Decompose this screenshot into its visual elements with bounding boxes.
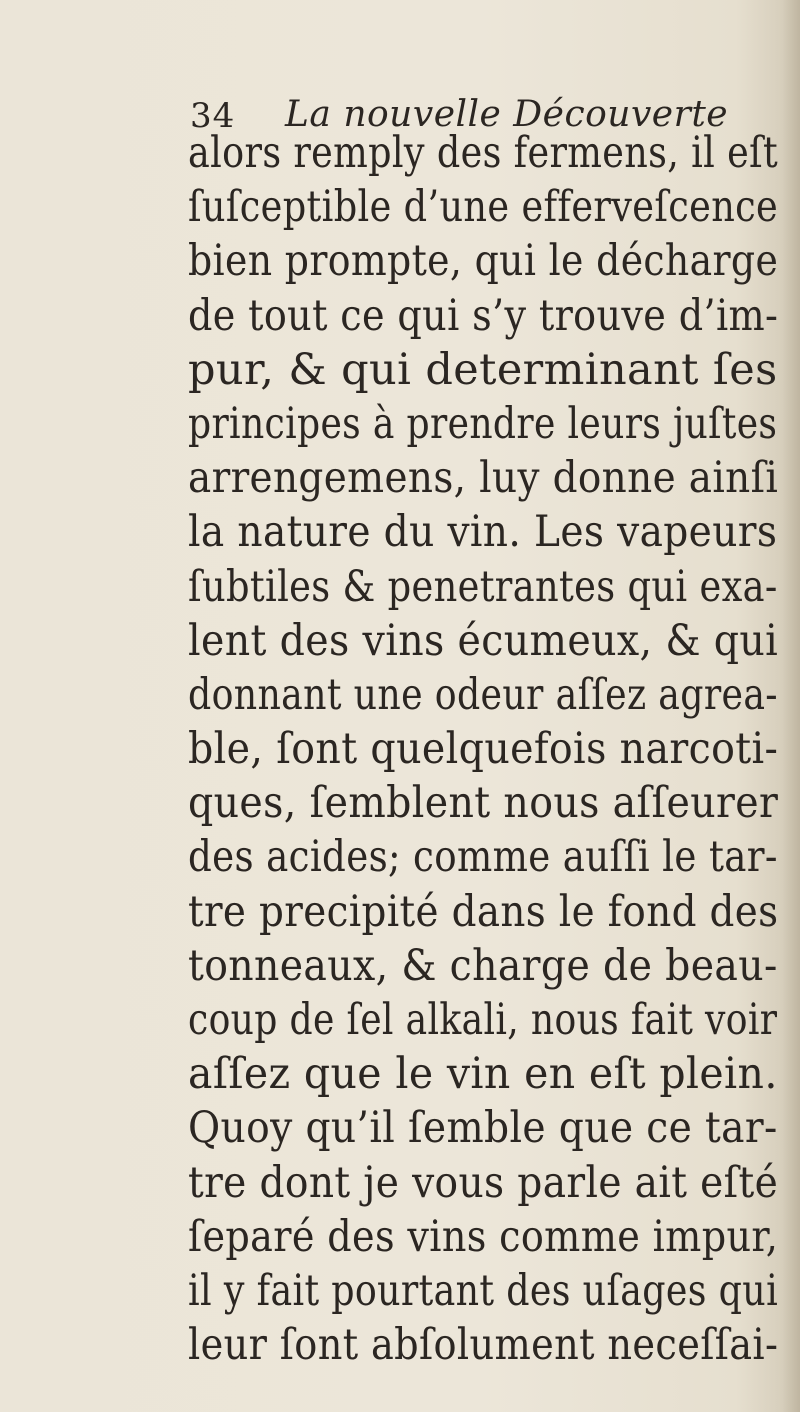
text-line: aſſez que le vin en eſt plein. xyxy=(188,1049,778,1100)
text-line: arrengemens, luy donne ainſi xyxy=(188,453,779,504)
text-line: Quoy qu’il ſemble que ce tar- xyxy=(188,1103,778,1154)
text-line: des acides; comme auſſi le tar- xyxy=(188,832,778,883)
text-line: donnant une odeur aſſez agrea- xyxy=(188,669,778,720)
text-line: il y fait pourtant des uſages qui xyxy=(188,1265,779,1316)
text-line: ſeparé des vins comme impur, xyxy=(188,1211,779,1262)
text-line: coup de ſel alkali, nous fait voir xyxy=(188,995,778,1045)
body-text xyxy=(188,126,778,1372)
text-line: tonneaux, & charge de beau- xyxy=(188,940,778,991)
text-line: ſubtiles & penetrantes qui exa- xyxy=(188,561,778,612)
text-line: ſuſceptible d’une efferveſcence xyxy=(188,182,779,233)
text-line: bien prompte, qui le décharge xyxy=(188,236,779,287)
text-line: alors remply des fermens, il eſt xyxy=(188,128,779,178)
text-line: pur, & qui determinant ſes xyxy=(188,344,778,395)
page-number: 34 xyxy=(190,96,236,136)
text-line: ble, ſont quelquefois narcoti- xyxy=(188,724,779,775)
running-title: La nouvelle Découverte xyxy=(285,94,729,135)
text-line: tre precipité dans le fond des xyxy=(188,886,779,937)
text-line: principes à prendre leurs juſtes xyxy=(188,398,778,449)
text-line: la nature du vin. Les vapeurs xyxy=(188,507,778,558)
text-line: tre dont je vous parle ait eſté xyxy=(188,1157,779,1208)
text-line: leur ſont abſolument neceſſai- xyxy=(188,1320,779,1371)
text-line: lent des vins écumeux, & qui xyxy=(188,615,779,666)
text-line: de tout ce qui s’y trouve d’im- xyxy=(188,290,779,341)
text-line: ques, ſemblent nous aſſeurer xyxy=(188,778,779,829)
page-edge-shadow xyxy=(782,0,800,1412)
